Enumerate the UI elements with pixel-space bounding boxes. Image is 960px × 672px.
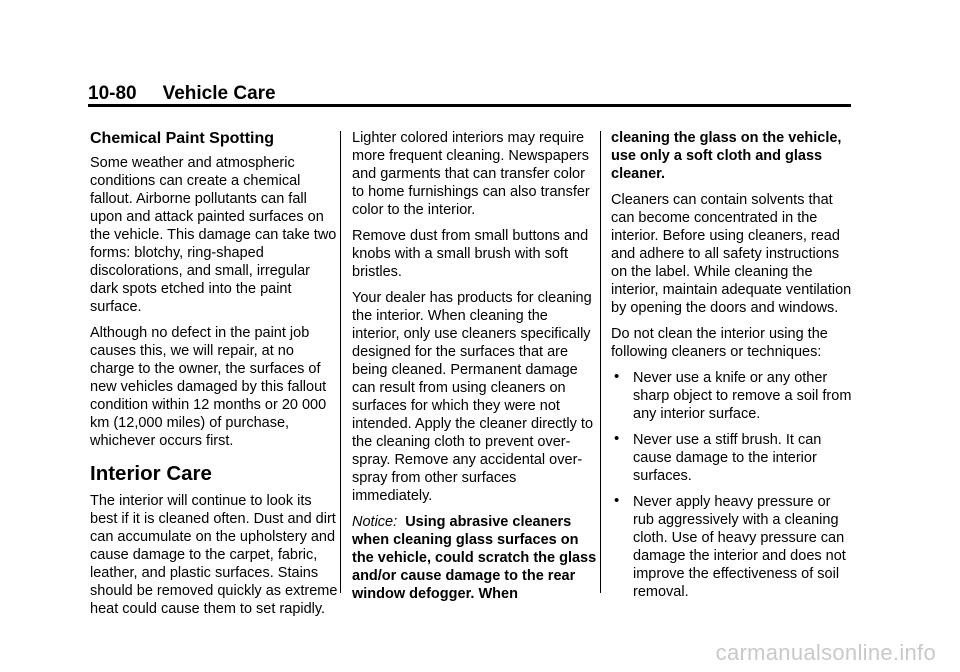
column-2 [352,129,597,611]
column-3 [611,129,855,609]
paragraph: Do not clean the interior using the following cleaners or techniques: [611,326,828,360]
column-divider [340,131,341,593]
column-1 [90,129,338,626]
paragraph: Lighter colored interiors may require more frequent cleaning. Newspapers and garments that can transfer color to home furnishings can also transfer color to the interior. [352,130,590,218]
paragraph: Your dealer has products for cleaning the interior. When cleaning the interior, only use cleaners specifically designed for the surfaces that are being cleaned. Permanent damage can result from using cleaners on surfaces for which they were not intended. Apply the cleaner directly to the cleaning cloth to prevent over-spray. Remove any accidental over-spray from other surfaces immediately. [352,290,594,504]
bullet-icon: • [614,492,620,509]
heading-interior-care: Interior Care [90,462,212,485]
list-item: • Never use a stiff brush. It can cause damage to the interior surfaces. [614,430,822,484]
paragraph: Some weather and atmospheric conditions can create a chemical fallout. Airborne pollutants can fall upon and attack painted surfaces on the vehicle. This damage can take two forms: blotchy, ring-shaped discolorations, and small, irregular dark spots etched into the paint surface. [90,155,337,315]
header-rule [88,104,851,107]
paragraph: Although no defect in the paint job causes this, we will repair, at no charge to the owner, the surfaces of new vehicles damaged by this fallout condition within 12 months or 20 000 km (12,000 miles) of purchase, whichever occurs first. [90,325,327,449]
page-number: 10-80 [88,83,137,104]
paragraph: Remove dust from small buttons and knobs with a small brush with soft bristles. [352,228,589,280]
section-title: Vehicle Care [162,83,276,104]
bullet-icon: • [614,368,620,385]
column-divider [600,131,601,593]
heading-chemical-paint-spotting: Chemical Paint Spotting [90,130,275,147]
list-item: • Never use a knife or any other sharp object to remove a soil from any interior surface. [614,368,852,422]
list-item: • Never apply heavy pressure or rub aggressively with a cleaning cloth. Use of heavy pressure can damage the interior and does not improve the effectiveness of soil removal. [614,492,846,600]
watermark: carmanualsonline.info [715,640,936,665]
notice-continued: cleaning the glass on the vehicle, use only a soft cloth and glass cleaner. [611,130,842,182]
page-header [88,84,276,103]
paragraph: The interior will continue to look its best if it is cleaned often. Dust and dirt can accumulate on the upholstery and cause damage to the carpet, fabric, leather, and plastic surfaces. Stains should be removed quickly as extreme heat could cause them to set rapidly. [90,493,338,617]
paragraph: Cleaners can contain solvents that can become concentrated in the interior. Before using cleaners, read and adhere to all safety instructions on the label. While cleaning the interior, maintain adequate ventilation by opening the doors and windows. [611,192,852,316]
bullet-icon: • [614,430,620,447]
notice-text: Using abrasive cleaners when cleaning glass surfaces on the vehicle, could scratch the glass and/or cause damage to the rear window defogger. When [352,514,597,602]
notice-label: Notice: [352,514,398,530]
notice [352,513,597,603]
bullet-list [611,369,855,601]
